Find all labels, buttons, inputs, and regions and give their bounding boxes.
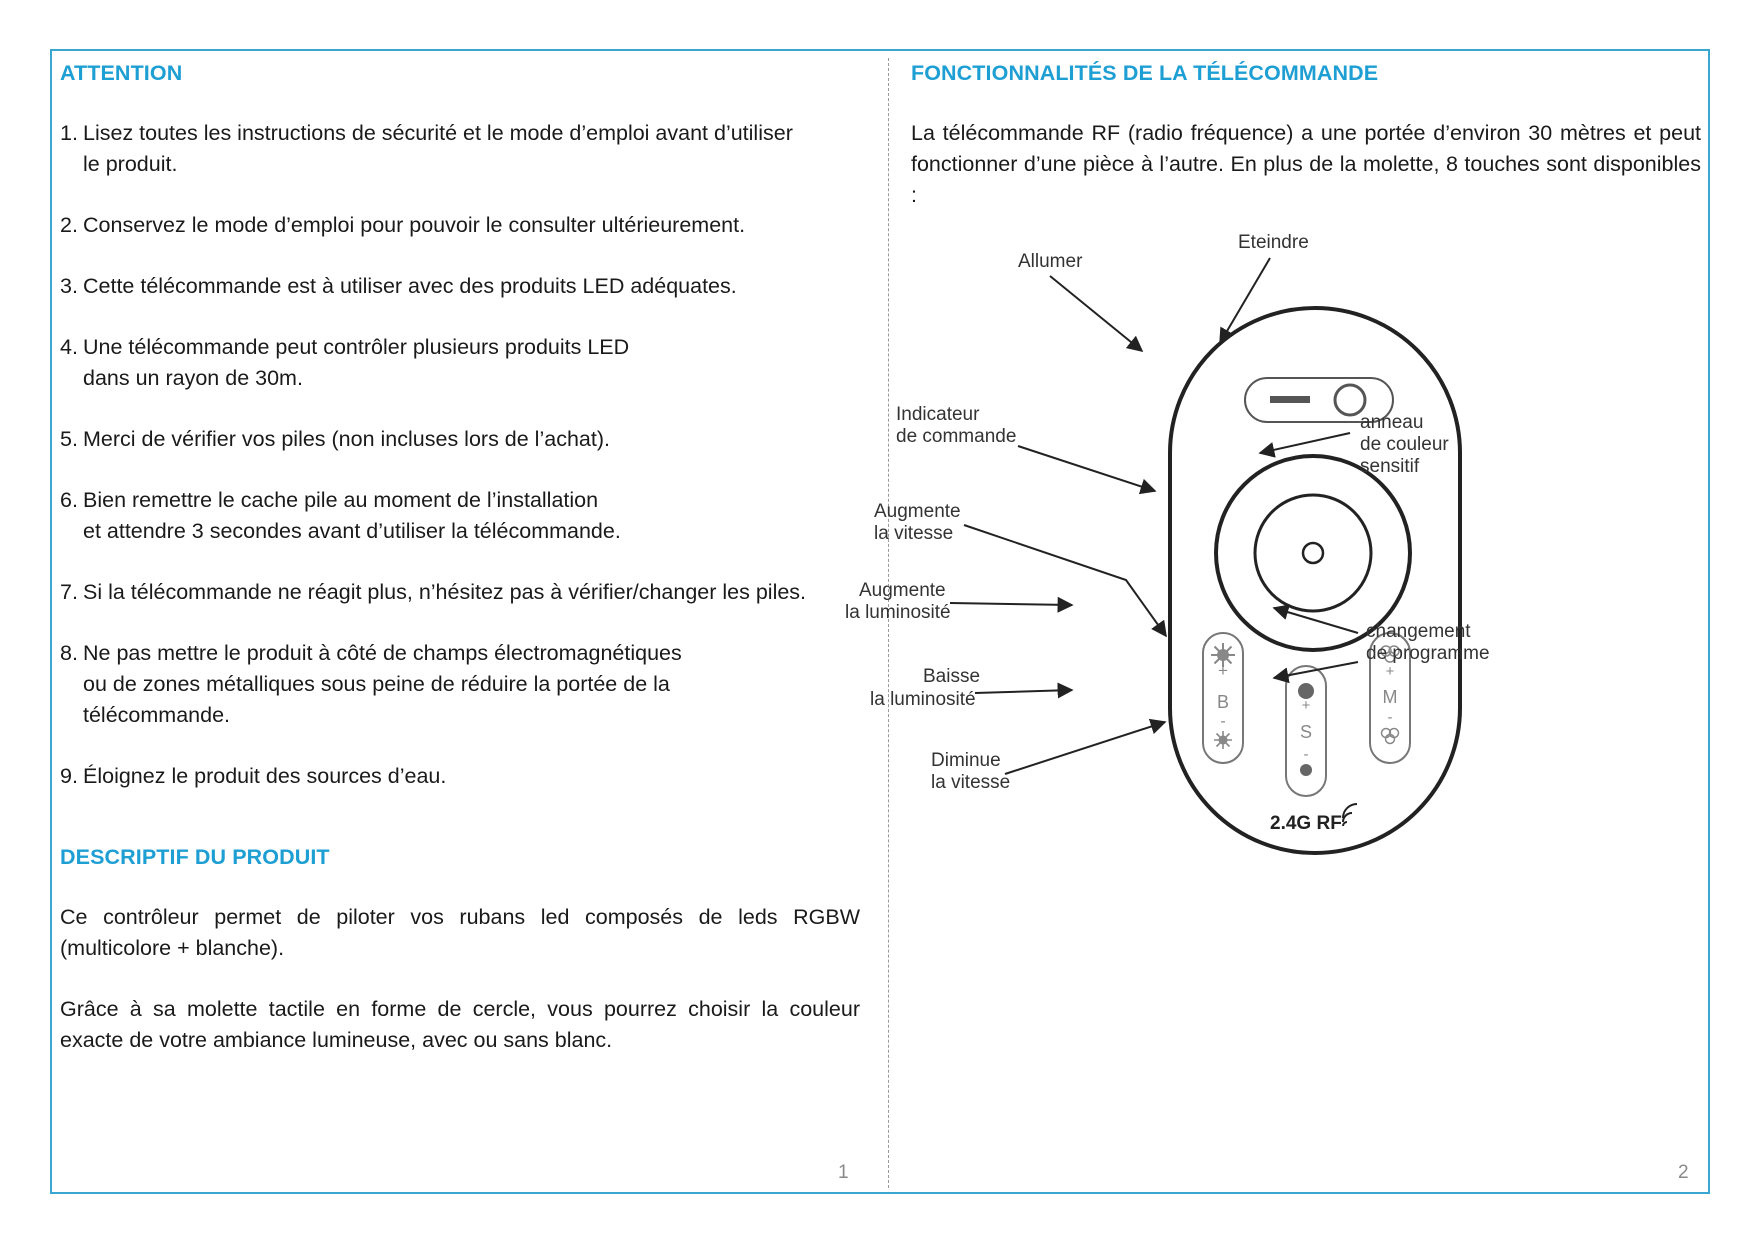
page-divider [888,58,889,1188]
b-letter-label: B [1216,692,1230,712]
arrow-dim-vitesse [1005,722,1165,774]
rule-line: Cette télécommande est à utiliser avec des produits LED adéquates. [83,274,737,298]
m-plus-label: + [1385,663,1395,680]
rule-item [60,118,860,180]
rule-line: Si la télécommande ne réagit plus, n’hésitez pas à vérifier/changer les piles. [83,580,807,604]
rule-text [83,761,860,792]
label-baisse-lum-1: Baisse [923,666,981,687]
page-number-left: 1 [838,1162,849,1183]
b-plus-label: + [1218,661,1228,680]
label-baisse-lum-2: la luminosité [870,689,976,710]
rule-number: 2. [60,213,78,237]
m-letter-label: M [1382,687,1398,707]
rule-item [60,485,860,547]
label-anneau-3: sensitif [1360,456,1420,477]
rule-item [60,761,860,792]
b-minus-label: - [1220,713,1226,730]
label-dim-vitesse-2: la vitesse [931,772,1011,793]
rule-text [83,485,860,547]
description-paragraph-1: Ce contrôleur permet de piloter vos rubans led composés de leds RGBW (multicolore + blanche). [60,905,860,960]
sun-small-icon [1214,731,1232,749]
label-indicateur-1: Indicateur [896,404,980,425]
command-indicator-icon [1303,543,1323,563]
fonctionnalites-heading: FONCTIONNALITÉS DE LA TÉLÉCOMMANDE [911,61,1379,85]
arrow-aug-vitesse [964,525,1166,636]
label-indicateur-2: de commande [896,426,1017,447]
arrow-allumer [1050,276,1142,351]
label-aug-vitesse-2: la vitesse [874,523,954,544]
label-eteindre: Eteindre [1238,232,1309,253]
rule-line: Une télécommande peut contrôler plusieurs produits LED [83,335,630,359]
rule-item [60,424,860,455]
remote-diagram [845,232,1710,918]
remote-diagram-svg [845,232,1710,918]
rule-text [83,638,860,731]
descriptif-heading: DESCRIPTIF DU PRODUIT [60,845,330,869]
s-letter-label: S [1299,722,1313,742]
label-aug-vitesse-1: Augmente [874,501,961,522]
rule-line: Merci de vérifier vos piles (non incluses lors de l’achat). [83,427,610,451]
rule-line: le produit. [83,152,178,176]
rule-text [83,210,860,241]
rule-text [83,577,860,608]
on-button-icon [1270,396,1310,403]
m-minus-label: - [1387,709,1393,726]
page-number-right: 2 [1678,1162,1689,1183]
rule-line: Ne pas mettre le produit à côté de champs électromagnétiques [83,641,682,665]
rule-item [60,638,860,731]
safety-rules-list [60,118,860,792]
s-minus-label: - [1303,746,1309,763]
right-page [911,58,1701,241]
label-allumer: Allumer [1018,251,1083,272]
rule-text [83,118,860,180]
left-page [60,58,860,1086]
arrow-aug-lum [950,603,1072,605]
off-button-icon [1335,385,1365,415]
rule-text [83,332,860,394]
rule-line: Conservez le mode d’emploi pour pouvoir le consulter ultérieurement. [83,213,746,237]
intro-paragraph: La télécommande RF (radio fréquence) a une portée d’environ 30 mètres et peut fonctionner d’une pièce à l’autre. En plus de la molette, 8 touches sont disponibles : [911,121,1701,207]
rule-number: 3. [60,274,78,298]
rule-number: 8. [60,641,78,665]
label-anneau-1: anneau [1360,412,1424,433]
rule-number: 1. [60,121,78,145]
arrow-indicateur [1018,446,1155,491]
brand-label: 2.4G RF [1270,813,1342,834]
rule-line: dans un rayon de 30m. [83,366,303,390]
label-anneau-2: de couleur [1360,434,1449,455]
rule-text [83,271,860,302]
rule-item [60,577,860,608]
rule-item [60,332,860,394]
rule-number: 7. [60,580,78,604]
rule-item [60,210,860,241]
rule-line: Bien remettre le cache pile au moment de l’installation [83,488,599,512]
label-dim-vitesse-1: Diminue [931,750,1001,771]
attention-heading: ATTENTION [60,61,183,85]
rule-number: 6. [60,488,78,512]
rule-item [60,271,860,302]
rule-line: Éloignez le produit des sources d’eau. [83,764,447,788]
rule-line: télécommande. [83,703,230,727]
s-plus-label: + [1301,697,1311,714]
arrow-baisse-lum [975,690,1072,693]
rule-number: 4. [60,335,78,359]
rule-text [83,424,860,455]
rule-line: et attendre 3 secondes avant d’utiliser la télécommande. [83,519,621,543]
rule-number: 5. [60,427,78,451]
label-prog-2: de programme [1366,643,1490,664]
description-paragraph-2: Grâce à sa molette tactile en forme de cercle, vous pourrez choisir la couleur exacte de votre ambiance lumineuse, avec ou sans blanc. [60,997,860,1052]
label-aug-lum-1: Augmente [859,580,946,601]
rule-line: ou de zones métalliques sous peine de réduire la portée de la [83,672,670,696]
label-prog-1: changement [1366,621,1471,642]
speed-down-dot-icon [1300,764,1312,776]
label-aug-lum-2: la luminosité [845,602,951,623]
rule-number: 9. [60,764,78,788]
rule-line: Lisez toutes les instructions de sécurité et le mode d’emploi avant d’utiliser [83,121,793,145]
